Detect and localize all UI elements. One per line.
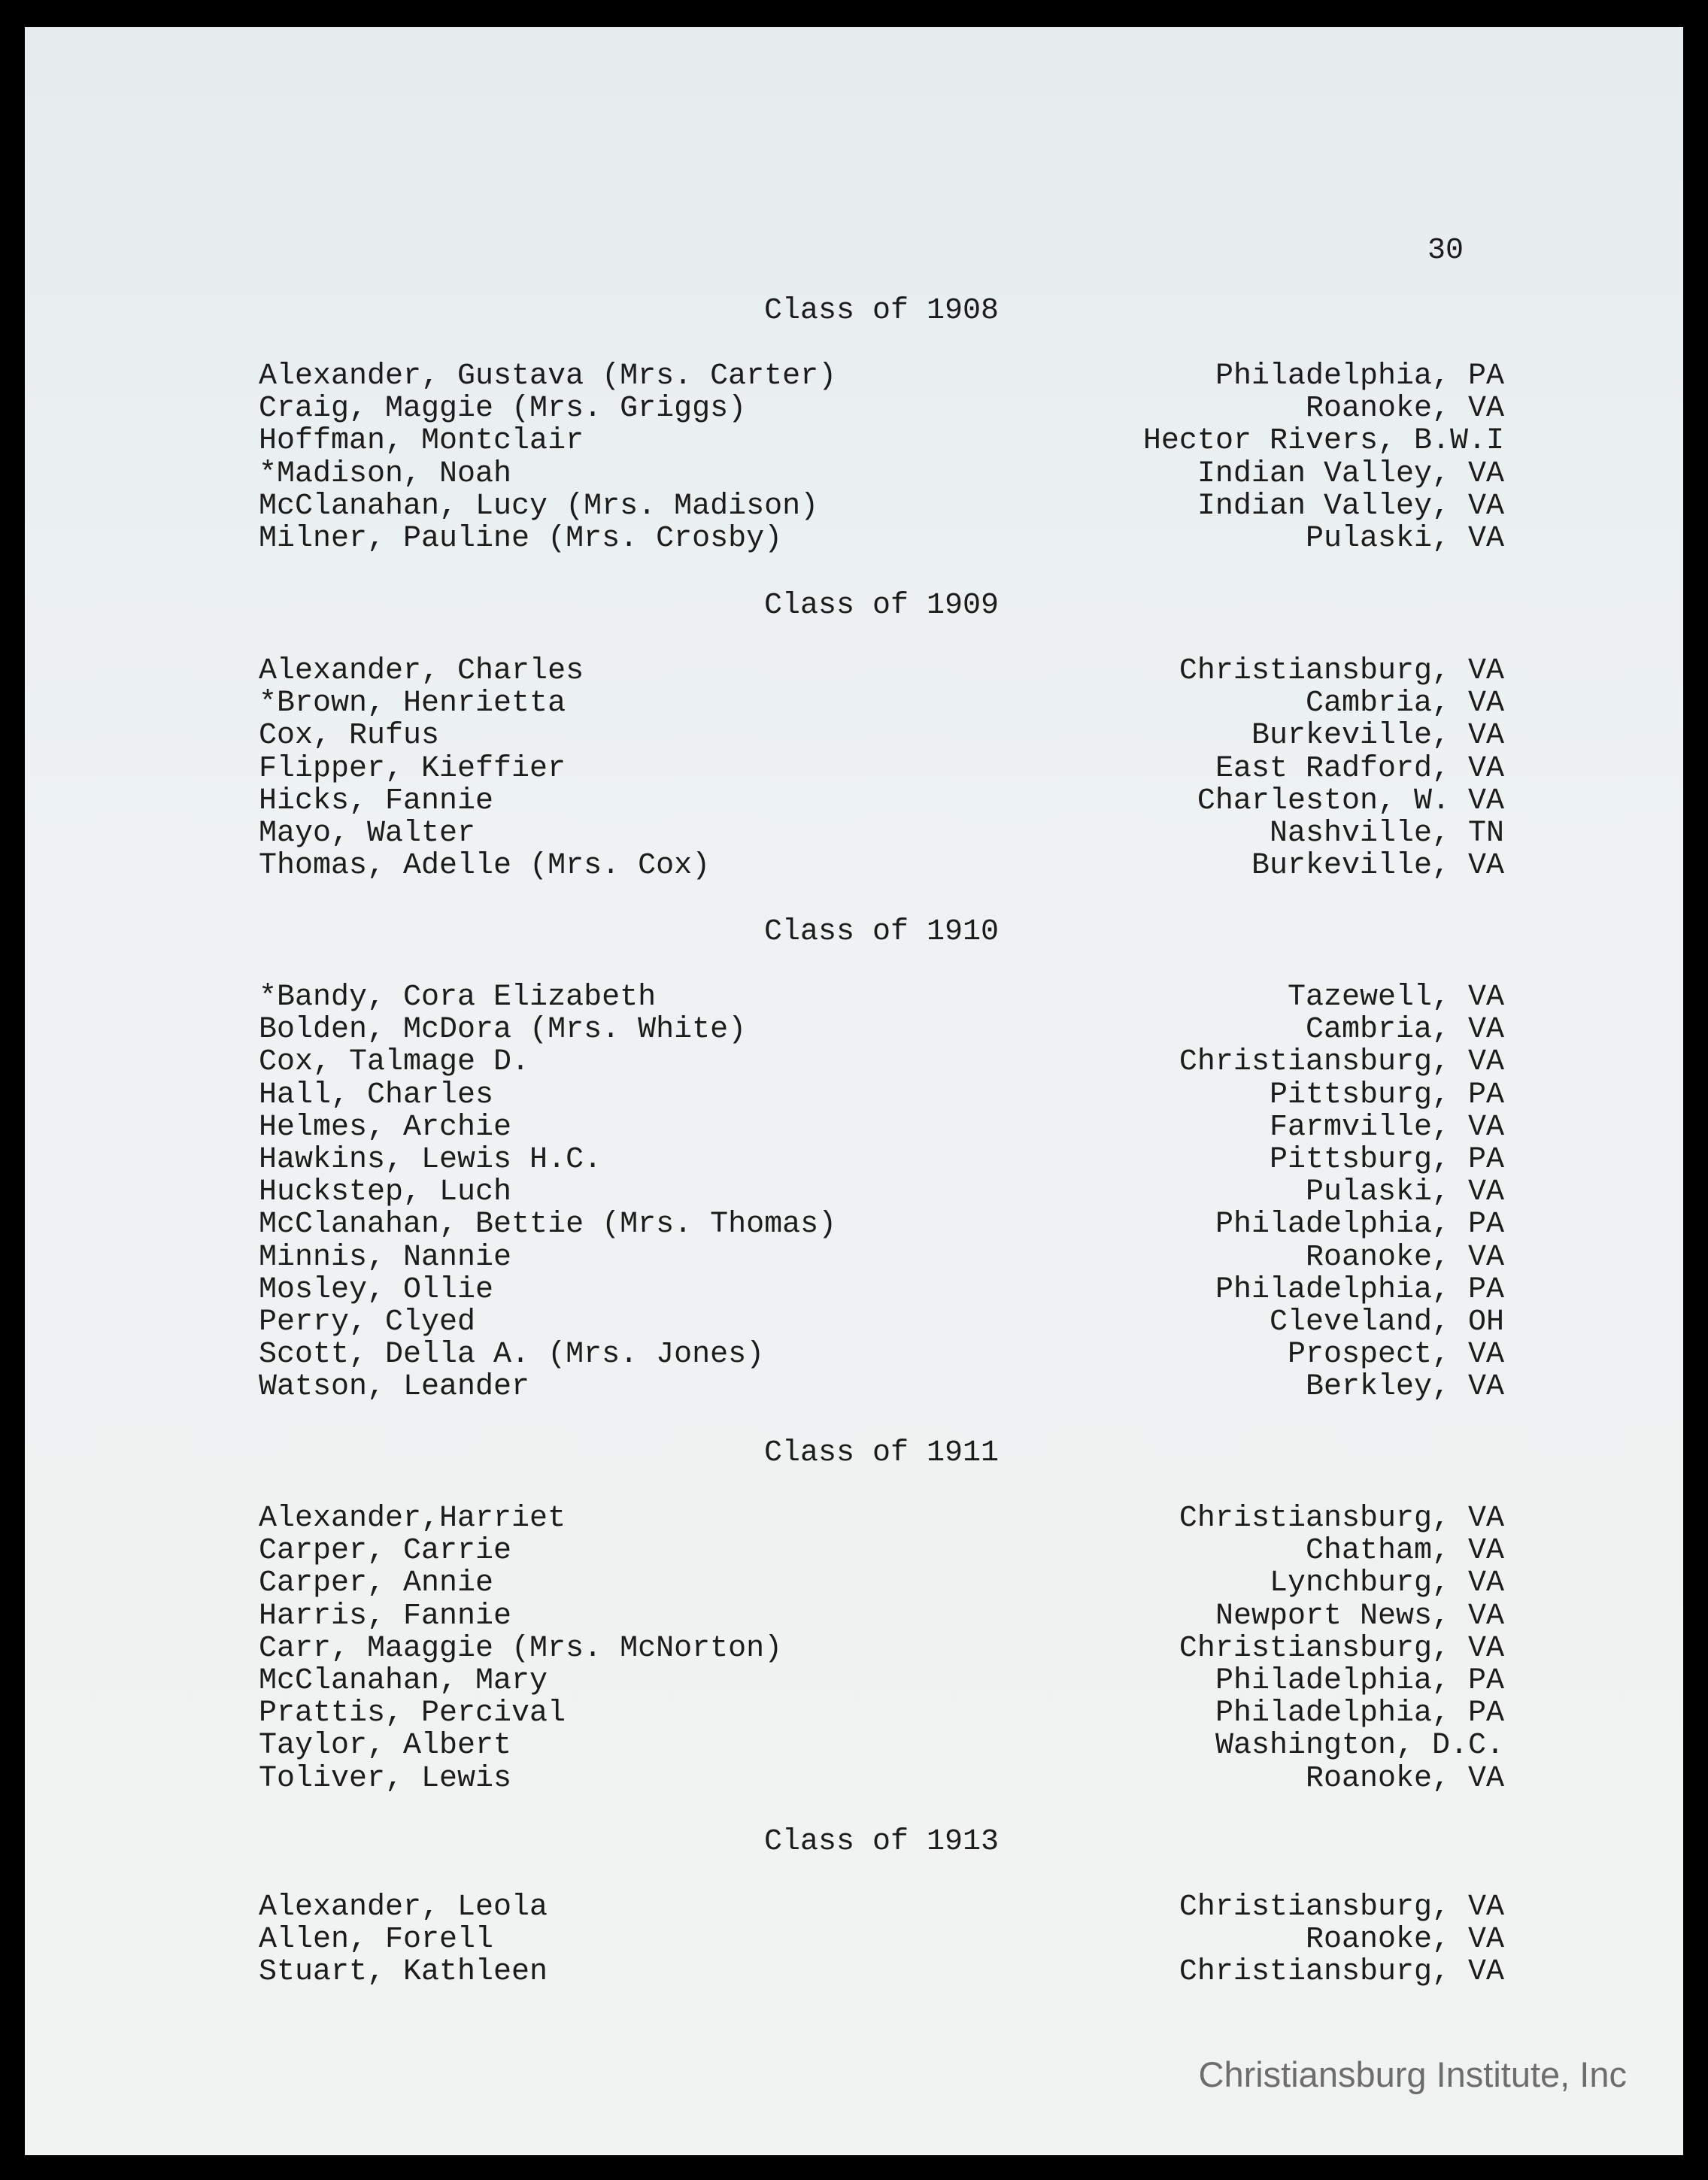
graduate-entry	[259, 785, 1504, 817]
graduate-location: Lynchburg, VA	[1269, 1566, 1504, 1601]
class-section	[259, 590, 1504, 882]
graduate-name: McClanahan, Bettie (Mrs. Thomas)	[259, 1208, 837, 1242]
graduate-name: Bolden, McDora (Mrs. White)	[259, 1013, 747, 1048]
graduate-entry	[259, 1697, 1504, 1730]
class-heading: Class of 1913	[763, 1825, 1000, 1859]
graduate-name: Carper, Carrie	[259, 1534, 512, 1569]
graduate-entry	[259, 360, 1504, 393]
graduate-name: Toliver, Lewis	[259, 1761, 512, 1796]
graduate-location: Pulaski, VA	[1305, 521, 1504, 556]
graduate-name: Alexander, Leola	[259, 1890, 548, 1924]
graduate-location: Philadelphia, PA	[1215, 359, 1504, 393]
graduate-location: Roanoke, VA	[1305, 1761, 1504, 1796]
graduate-location: Christiansburg, VA	[1179, 1955, 1504, 1990]
graduate-location: Christiansburg, VA	[1179, 1045, 1504, 1080]
graduate-location: Indian Valley, VA	[1197, 489, 1504, 523]
graduate-location: Cambria, VA	[1305, 1013, 1504, 1048]
graduate-name: Cox, Rufus	[259, 719, 440, 753]
graduate-location: Roanoke, VA	[1305, 1240, 1504, 1275]
graduate-entry	[259, 1891, 1504, 1924]
graduate-entry	[259, 753, 1504, 785]
graduate-location: Charleston, W. VA	[1197, 784, 1504, 818]
graduate-entry	[259, 1567, 1504, 1599]
graduate-name: Stuart, Kathleen	[259, 1955, 548, 1990]
graduate-location: Burkeville, VA	[1251, 849, 1504, 884]
graduate-location: Christiansburg, VA	[1179, 1502, 1504, 1536]
graduate-name: Harris, Fannie	[259, 1599, 512, 1633]
graduate-name: *Madison, Noah	[259, 456, 512, 491]
graduate-name: Hall, Charles	[259, 1078, 494, 1112]
graduate-name: Helmes, Archie	[259, 1110, 512, 1145]
graduate-entry	[259, 393, 1504, 425]
graduate-location: Roanoke, VA	[1305, 1923, 1504, 1957]
class-section	[259, 916, 1504, 1403]
graduate-entry	[259, 1665, 1504, 1697]
graduate-location: Christiansburg, VA	[1179, 654, 1504, 688]
graduate-name: Carper, Annie	[259, 1566, 494, 1601]
graduate-entry	[259, 1274, 1504, 1306]
graduate-entry	[259, 1208, 1504, 1241]
graduate-name: Prattis, Percival	[259, 1696, 566, 1731]
class-section	[259, 295, 1504, 555]
graduate-location: Hector Rivers, B.W.I	[1142, 424, 1504, 459]
graduate-entry	[259, 425, 1504, 457]
graduate-location: Berkley, VA	[1305, 1370, 1504, 1405]
graduate-name: Flipper, Kieffier	[259, 751, 566, 786]
graduate-name: Hicks, Fannie	[259, 784, 494, 818]
graduate-entry	[259, 458, 1504, 490]
graduate-location: Pulaski, VA	[1305, 1175, 1504, 1210]
page-number: 30	[1427, 234, 1464, 268]
graduate-location: Pittsburg, PA	[1269, 1078, 1504, 1112]
graduate-entry	[259, 1306, 1504, 1339]
graduate-name: Craig, Maggie (Mrs. Griggs)	[259, 392, 747, 426]
graduate-name: Alexander, Gustava (Mrs. Carter)	[259, 359, 837, 393]
graduate-name: Taylor, Albert	[259, 1729, 512, 1763]
class-heading: Class of 1911	[763, 1436, 1000, 1470]
graduate-location: Washington, D.C.	[1215, 1729, 1504, 1763]
graduate-entry	[259, 1144, 1504, 1176]
graduate-name: Hoffman, Montclair	[259, 424, 584, 459]
graduate-name: Milner, Pauline (Mrs. Crosby)	[259, 521, 783, 556]
graduate-entry	[259, 1371, 1504, 1403]
graduate-name: Thomas, Adelle (Mrs. Cox)	[259, 849, 711, 884]
graduate-location: Prospect, VA	[1287, 1338, 1504, 1372]
graduate-entry	[259, 1502, 1504, 1535]
graduate-name: Hawkins, Lewis H.C.	[259, 1142, 602, 1177]
graduate-location: Philadelphia, PA	[1215, 1208, 1504, 1242]
class-heading: Class of 1910	[763, 915, 1000, 949]
graduate-name: McClanahan, Lucy (Mrs. Madison)	[259, 489, 819, 523]
graduate-entry	[259, 655, 1504, 687]
class-heading: Class of 1908	[763, 294, 1000, 328]
watermark-caption: Christiansburg Institute, Inc	[1198, 2054, 1627, 2094]
graduate-name: Scott, Della A. (Mrs. Jones)	[259, 1338, 765, 1372]
graduate-location: Christiansburg, VA	[1179, 1890, 1504, 1924]
graduate-entry	[259, 1111, 1504, 1144]
graduate-location: Philadelphia, PA	[1215, 1663, 1504, 1698]
graduate-location: Roanoke, VA	[1305, 392, 1504, 426]
graduate-entry	[259, 1956, 1504, 1988]
graduate-entry	[259, 850, 1504, 882]
graduate-location: Farmville, VA	[1269, 1110, 1504, 1145]
graduate-name: Mayo, Walter	[259, 816, 476, 850]
class-heading: Class of 1909	[763, 589, 1000, 623]
graduate-name: Watson, Leander	[259, 1370, 530, 1405]
graduate-entry	[259, 490, 1504, 523]
graduate-entry	[259, 1924, 1504, 1956]
graduate-entry	[259, 687, 1504, 720]
graduate-name: Mosley, Ollie	[259, 1272, 494, 1307]
graduate-entry	[259, 1014, 1504, 1046]
graduate-entry	[259, 1535, 1504, 1567]
graduate-name: Cox, Talmage D.	[259, 1045, 530, 1080]
graduate-name: Carr, Maaggie (Mrs. McNorton)	[259, 1631, 783, 1666]
graduate-entry	[259, 1242, 1504, 1274]
graduate-entry	[259, 523, 1504, 555]
graduate-entry	[259, 1339, 1504, 1371]
graduate-location: East Radford, VA	[1215, 751, 1504, 786]
graduate-entry	[259, 720, 1504, 752]
class-section	[259, 1437, 1504, 1795]
graduate-location: Burkeville, VA	[1251, 719, 1504, 753]
graduate-entry	[259, 981, 1504, 1014]
graduate-location: Indian Valley, VA	[1197, 456, 1504, 491]
graduate-entry	[259, 1176, 1504, 1208]
graduate-name: *Brown, Henrietta	[259, 687, 566, 721]
graduate-entry	[259, 1600, 1504, 1633]
graduate-location: Philadelphia, PA	[1215, 1696, 1504, 1731]
class-section	[259, 1826, 1504, 1989]
graduate-name: Minnis, Nannie	[259, 1240, 512, 1275]
graduate-location: Tazewell, VA	[1287, 981, 1504, 1014]
graduate-name: *Bandy, Cora Elizabeth	[259, 981, 657, 1014]
graduate-name: Huckstep, Luch	[259, 1175, 512, 1210]
graduate-name: Alexander,Harriet	[259, 1502, 566, 1536]
graduate-name: McClanahan, Mary	[259, 1663, 548, 1698]
graduate-location: Nashville, TN	[1269, 816, 1504, 850]
graduate-location: Cleveland, OH	[1269, 1305, 1504, 1339]
graduate-location: Chatham, VA	[1305, 1534, 1504, 1569]
graduate-entry	[259, 1730, 1504, 1762]
graduate-location: Pittsburg, PA	[1269, 1142, 1504, 1177]
graduate-entry	[259, 1046, 1504, 1078]
graduate-location: Newport News, VA	[1215, 1599, 1504, 1633]
graduate-name: Allen, Forell	[259, 1923, 494, 1957]
graduate-entry	[259, 1763, 1504, 1795]
graduate-name: Alexander, Charles	[259, 654, 584, 688]
graduate-name: Perry, Clyed	[259, 1305, 476, 1339]
graduate-entry	[259, 1633, 1504, 1665]
graduate-location: Philadelphia, PA	[1215, 1272, 1504, 1307]
graduate-location: Christiansburg, VA	[1179, 1631, 1504, 1666]
graduate-location: Cambria, VA	[1305, 687, 1504, 721]
graduate-entry	[259, 1079, 1504, 1111]
graduate-entry	[259, 817, 1504, 850]
